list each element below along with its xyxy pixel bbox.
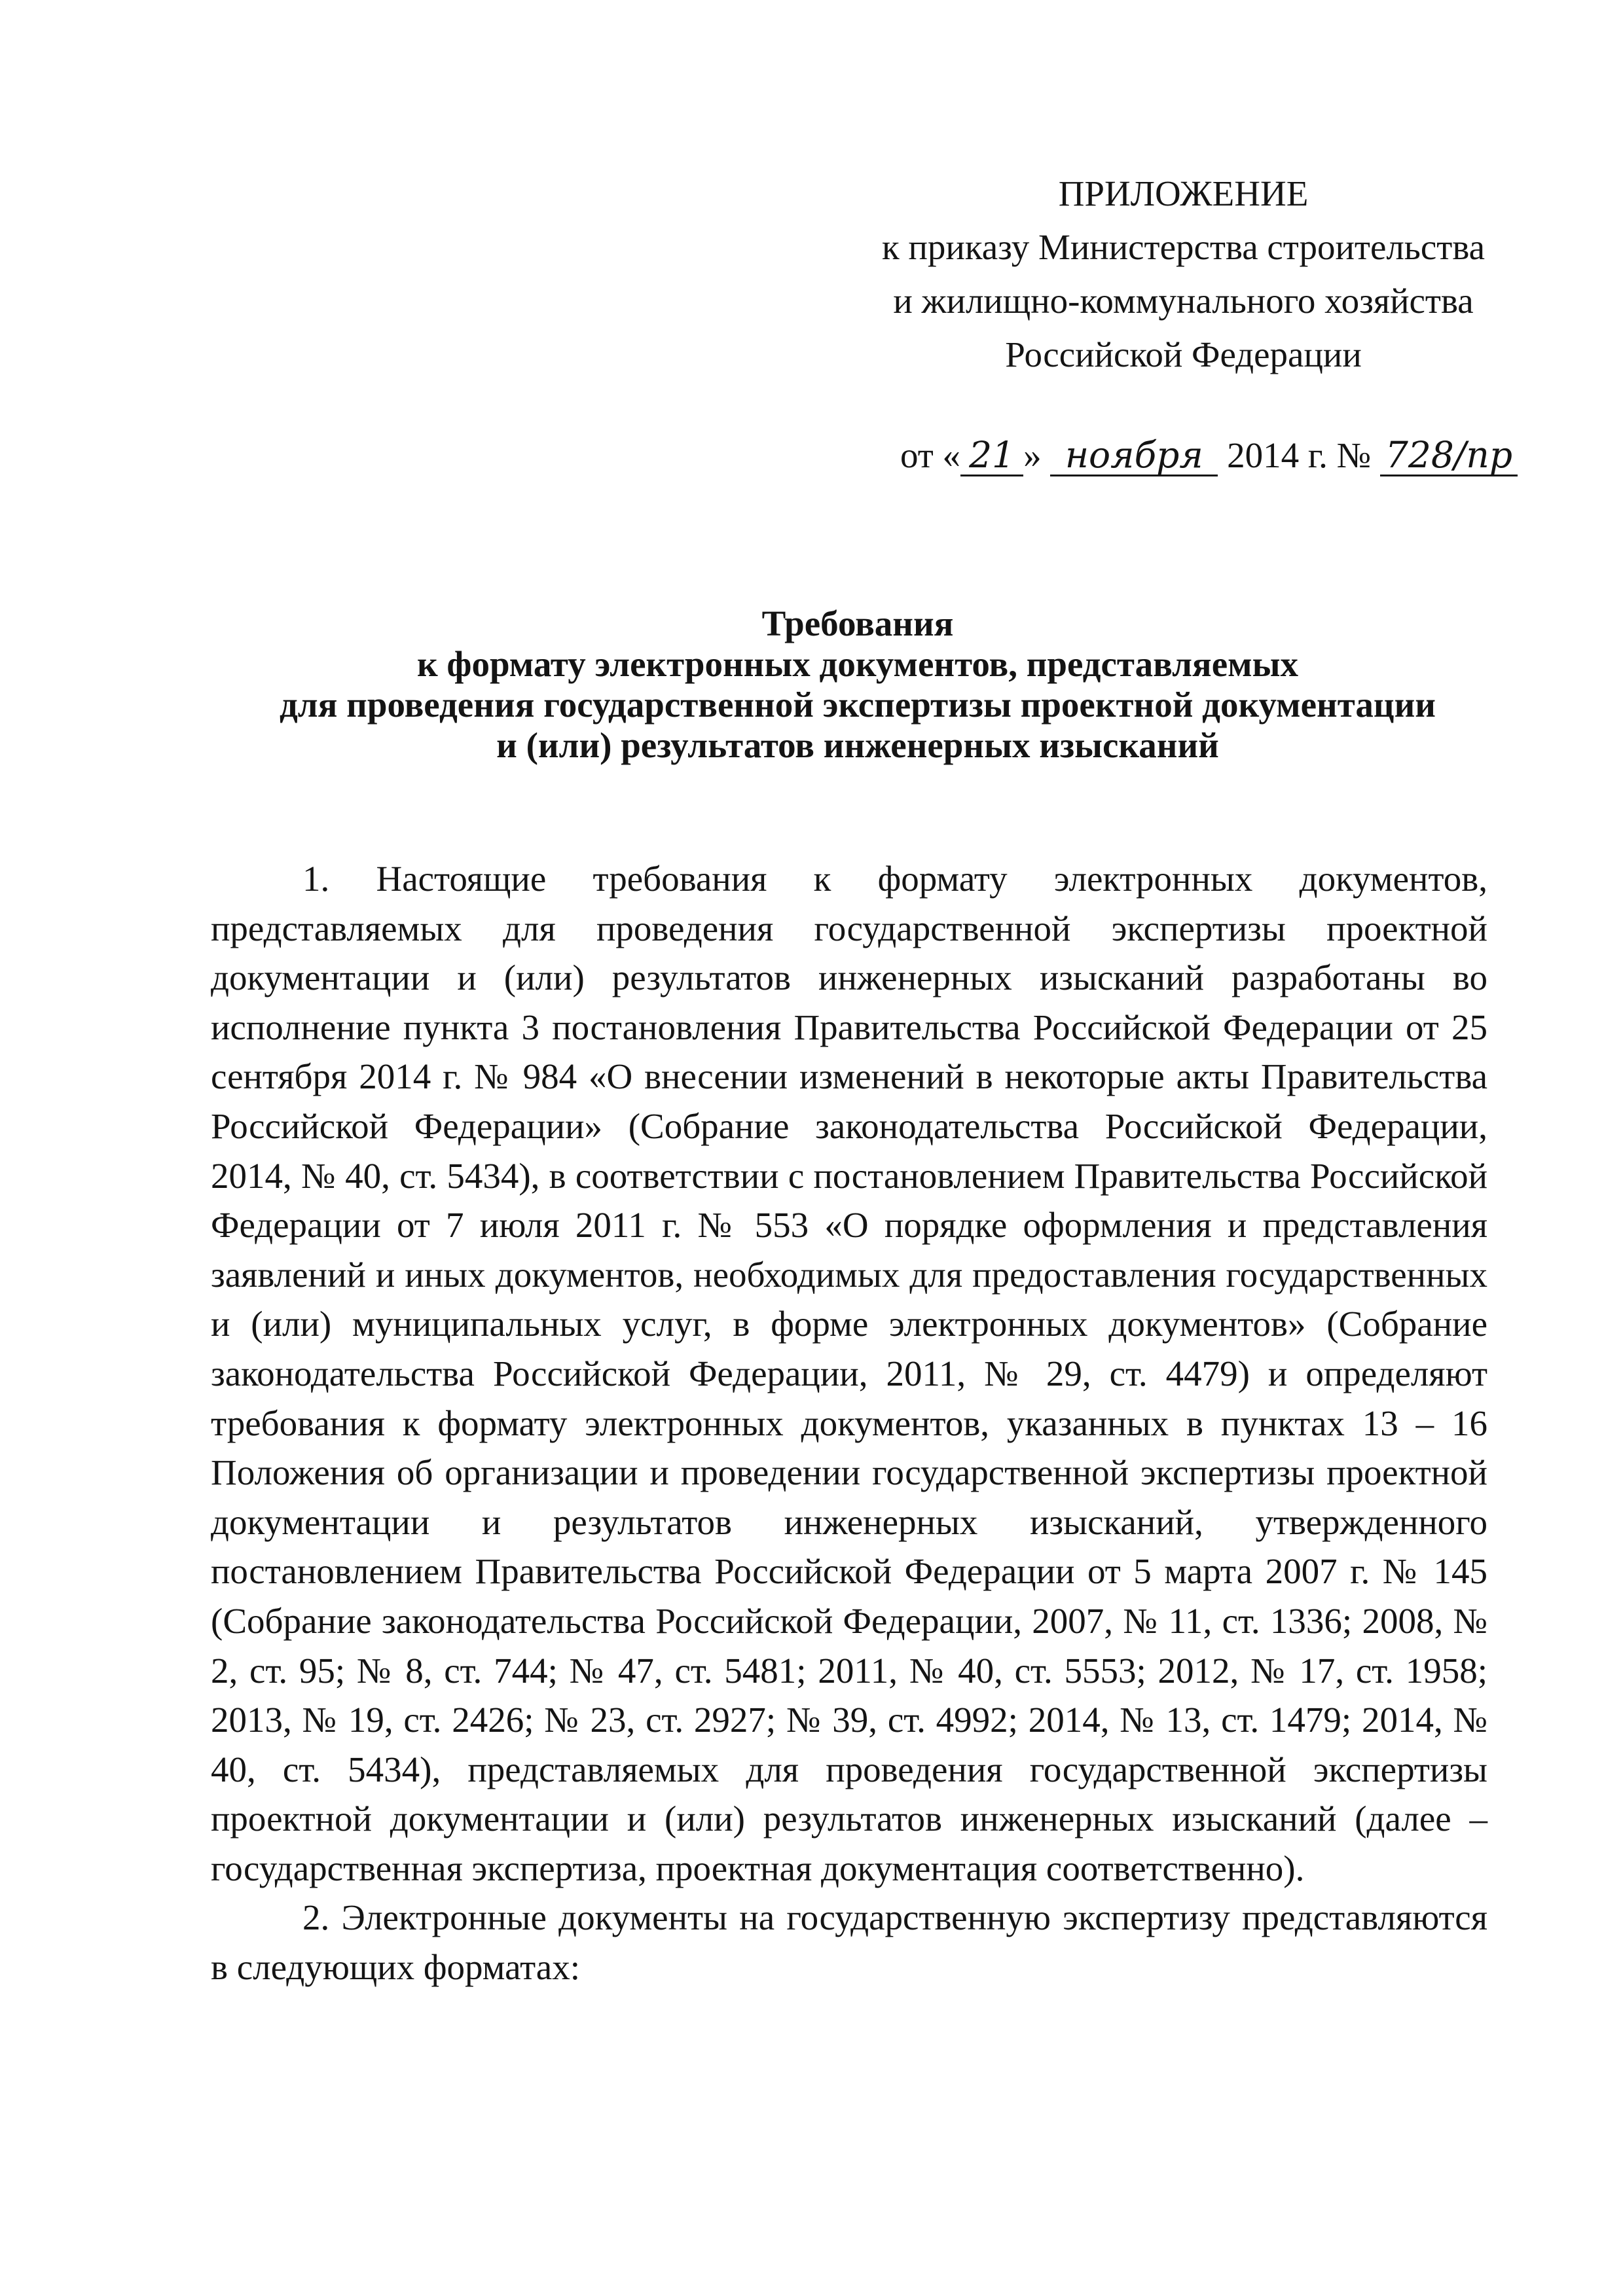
order-number-handwritten: 728/пр	[1380, 435, 1518, 476]
order-year-text: 2014 г. №	[1227, 435, 1372, 475]
order-date-number	[900, 429, 1518, 482]
order-month-handwritten: ноября	[1050, 435, 1218, 476]
paragraph-2: 2. Электронные документы на государственную экспертизу представляются в следующих форматах:	[211, 1897, 1487, 1988]
appendix-line-3: Российской Федерации	[1005, 334, 1362, 374]
document-body	[211, 854, 1487, 1992]
appendix-line-1: к приказу Министерства строительства	[881, 227, 1485, 267]
appendix-line-2: и жилищно-коммунального хозяйства	[893, 281, 1474, 321]
title-line-1: Требования	[761, 603, 954, 643]
document-title	[196, 603, 1519, 766]
order-day-handwritten: 21	[960, 435, 1023, 476]
title-line-4: и (или) результатов инженерных изысканий	[496, 725, 1219, 765]
title-line-2: к формату электронных документов, представляемых	[416, 644, 1299, 684]
appendix-block	[841, 167, 1525, 382]
order-mid: »	[1023, 435, 1042, 475]
order-prefix: от «	[900, 435, 961, 475]
title-line-3: для проведения государственной экспертизы проектной документации	[279, 685, 1436, 725]
paragraph-1: 1. Настоящие требования к формату электронных документов, представляемых для проведения государственной экспертизы проектной документации и (или) результатов инженерных изысканий разработаны во исполнение пункта 3 постановления Правительства Российской Федерации от 25 сентября 2014 г. № 984 «О внесении изменений в некоторые акты Правительства Российской Федерации» (Собрание законодательства Российской Федерации, 2014, № 40, ст. 5434), в соответствии с постановлением Правительства Российской Федерации от 7 июля 2011 г. № 553 «О порядке оформления и представления заявлений и иных документов, необходимых для предоставления государственных и (или) муниципальных услуг, в форме электронных документов» (Собрание законодательства Российской Федерации, 2011, № 29, ст. 4479) и определяют требования к формату электронных документов, указанных в пунктах 13 – 16 Положения об организации и проведении государственной экспертизы проектной документации и результатов инженерных изысканий, утвержденного постановлением Правительства Российской Федерации от 5 марта 2007 г. № 145 (Собрание законодательства Российской Федерации, 2007, № 11, ст. 1336; 2008, № 2, ст. 95; № 8, ст. 744; № 47, ст. 5481; 2011, № 40, ст. 5553; 2012, № 17, ст. 1958; 2013, № 19, ст. 2426; № 23, ст. 2927; № 39, ст. 4992; 2014, № 13, ст. 1479; 2014, № 40, ст. 5434), представляемых для проведения государственной экспертизы проектной документации и (или) результатов инженерных изысканий (далее – государственная экспертиза, проектная документация соответственно).	[211, 859, 1487, 1888]
appendix-heading: ПРИЛОЖЕНИЕ	[1058, 173, 1309, 213]
